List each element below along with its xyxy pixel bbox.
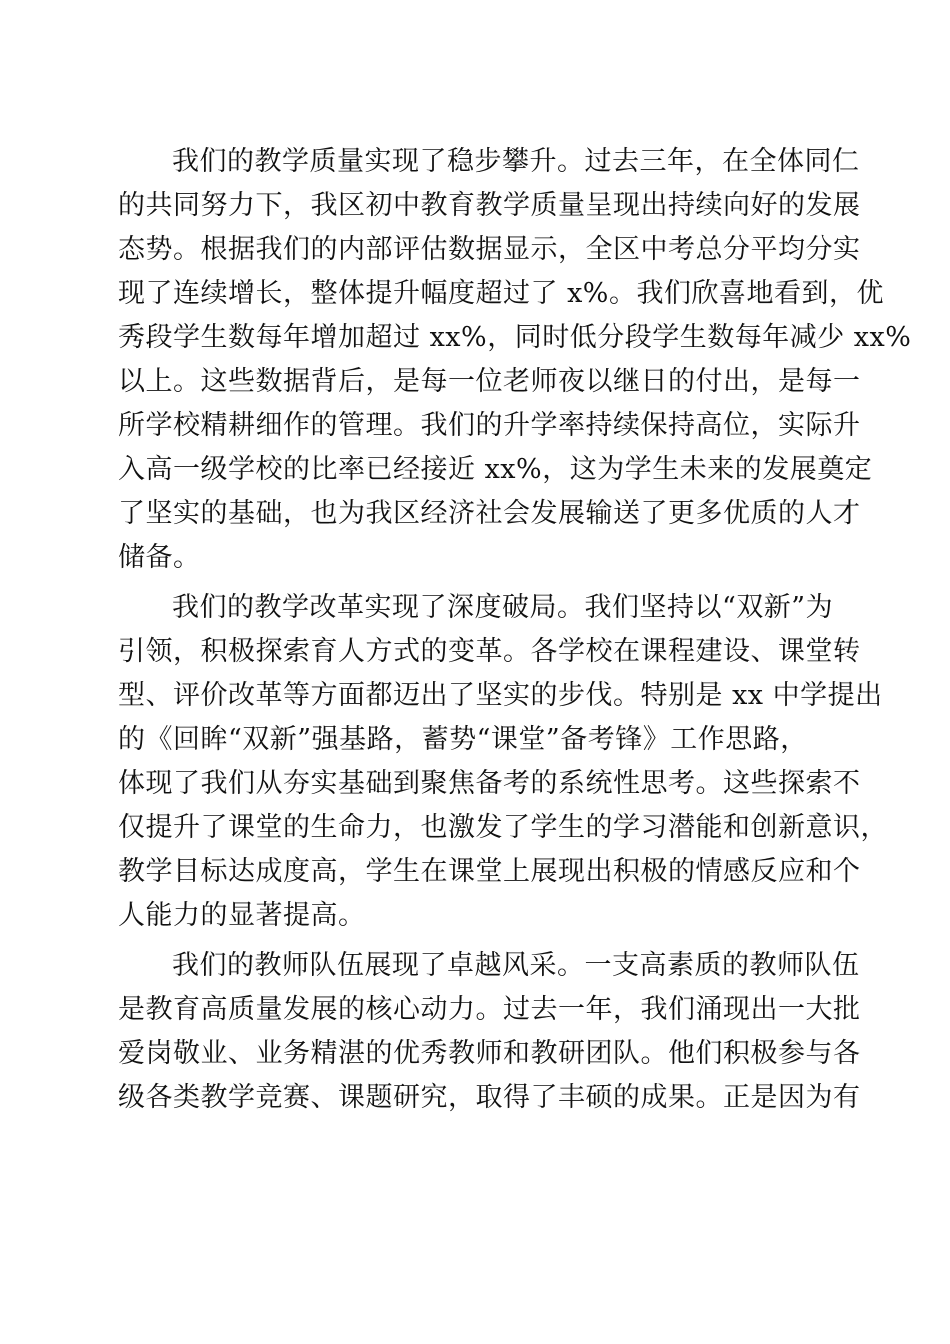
text-line: 秀段学生数每年增加超过 xx%，同时低分段学生数每年减少 xx% — [118, 322, 912, 353]
text-line: 仅提升了课堂的生命力，也激发了学生的学习潜能和创新意识， — [118, 812, 888, 843]
text-line: 现了连续增长，整体提升幅度超过了 x%。我们欣喜地看到，优 — [118, 278, 884, 309]
text-line: 我们的教师队伍展现了卓越风采。一支高素质的教师队伍 — [172, 950, 860, 981]
text-line: 的《回眸“双新”强基路，蓄势“课堂”备考锋》工作思路， — [118, 724, 808, 755]
text-line: 级各类教学竞赛、课题研究，取得了丰硕的成果。正是因为有 — [118, 1082, 861, 1113]
text-line: 态势。根据我们的内部评估数据显示，全区中考总分平均分实 — [118, 234, 861, 265]
text-line: 人能力的显著提高。 — [118, 900, 366, 931]
text-line: 体现了我们从夯实基础到聚焦备考的系统性思考。这些探索不 — [118, 768, 861, 799]
text-line: 的共同努力下，我区初中教育教学质量呈现出持续向好的发展 — [118, 190, 861, 221]
text-line: 教学目标达成度高，学生在课堂上展现出积极的情感反应和个 — [118, 856, 861, 887]
text-line: 我们的教学改革实现了深度破局。我们坚持以“双新”为 — [172, 592, 834, 623]
text-line: 是教育高质量发展的核心动力。过去一年，我们涌现出一大批 — [118, 994, 861, 1025]
text-line: 储备。 — [118, 542, 201, 573]
text-line: 引领，积极探索育人方式的变革。各学校在课程建设、课堂转 — [118, 636, 861, 667]
text-line: 入高一级学校的比率已经接近 xx%，这为学生未来的发展奠定 — [118, 454, 873, 485]
text-line: 了坚实的基础，也为我区经济社会发展输送了更多优质的人才 — [118, 498, 861, 529]
text-line: 以上。这些数据背后，是每一位老师夜以继日的付出，是每一 — [118, 366, 861, 397]
text-line: 我们的教学质量实现了稳步攀升。过去三年，在全体同仁 — [172, 146, 860, 177]
text-line: 爱岗敬业、业务精湛的优秀教师和教研团队。他们积极参与各 — [118, 1038, 861, 1069]
text-line: 所学校精耕细作的管理。我们的升学率持续保持高位，实际升 — [118, 410, 861, 441]
text-line: 型、评价改革等方面都迈出了坚实的步伐。特别是 xx 中学提出 — [118, 680, 883, 711]
